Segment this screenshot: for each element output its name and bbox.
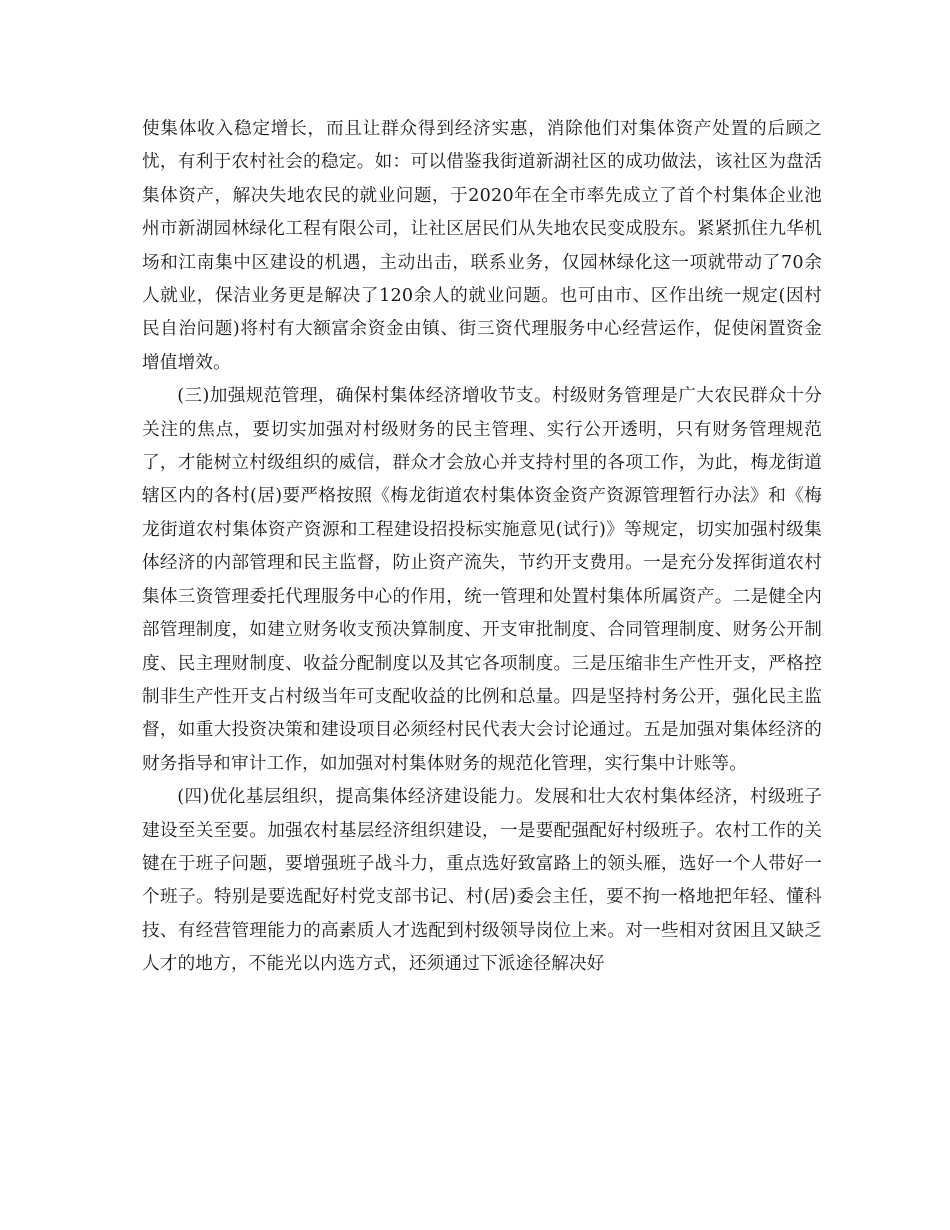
document-body xyxy=(142,113,822,982)
paragraph-section-four: (四)优化基层组织，提高集体经济建设能力。发展和壮大农村集体经济，村级班子建设至关至要。加强农村基层经济组织建设，一是要配强配好村级班子。农村工作的关键在于班子问题，要增强班子战斗力，重点选好致富路上的领头雁，选好一个人带好一个班子。特别是要选配好村党支部书记、村(居)委会主任，要不拘一格地把年轻、懂科技、有经营管理能力的高素质人才选配到村级领导岗位上来。对一些相对贫困且又缺乏人才的地方，不能光以内选方式，还须通过下派途径解决好 xyxy=(142,787,822,975)
paragraph-section-three: (三)加强规范管理，确保村集体经济增收节支。村级财务管理是广大农民群众十分关注的焦点，要切实加强对村级财务的民主管理、实行公开透明，只有财务管理规范了，才能树立村级组织的威信，群众才会放心并支持村里的各项工作，为此，梅龙街道辖区内的各村(居)要严格按照《梅龙街道农村集体资金资产资源管理暂行办法》和《梅龙街道农村集体资产资源和工程建设招投标实施意见(试行)》等规定，切实加强村级集体经济的内部管理和民主监督，防止资产流失，节约开支费用。一是充分发挥街道农村集体三资管理委托代理服务中心的作用，统一管理和处置村集体所属资产。二是健全内部管理制度，如建立财务收支预决算制度、开支审批制度、合同管理制度、财务公开制度、民主理财制度、收益分配制度以及其它各项制度。三是压缩非生产性开支，严格控制非生产性开支占村级当年可支配收益的比例和总量。四是坚持村务公开，强化民主监督，如重大投资决策和建设项目必须经村民代表大会讨论通过。五是加强对集体经济的财务指导和审计工作，如加强对村集体财务的规范化管理，实行集中计账等。 xyxy=(142,386,822,774)
paragraph-continuation: 使集体收入稳定增长，而且让群众得到经济实惠，消除他们对集体资产处置的后顾之忧，有利于农村社会的稳定。如：可以借鉴我街道新湖社区的成功做法，该社区为盘活集体资产，解决失地农民的就业问题，于2020年在全市率先成立了首个村集体企业池州市新湖园林绿化工程有限公司，让社区居民们从失地农民变成股东。紧紧抓住九华机场和江南集中区建设的机遇，主动出击，联系业务，仅园林绿化这一项就带动了70余人就业，保洁业务更是解决了120余人的就业问题。也可由市、区作出统一规定(因村民自治问题)将村有大额富余资金由镇、街三资代理服务中心经营运作，促使闲置资金增值增效。 xyxy=(142,119,822,373)
